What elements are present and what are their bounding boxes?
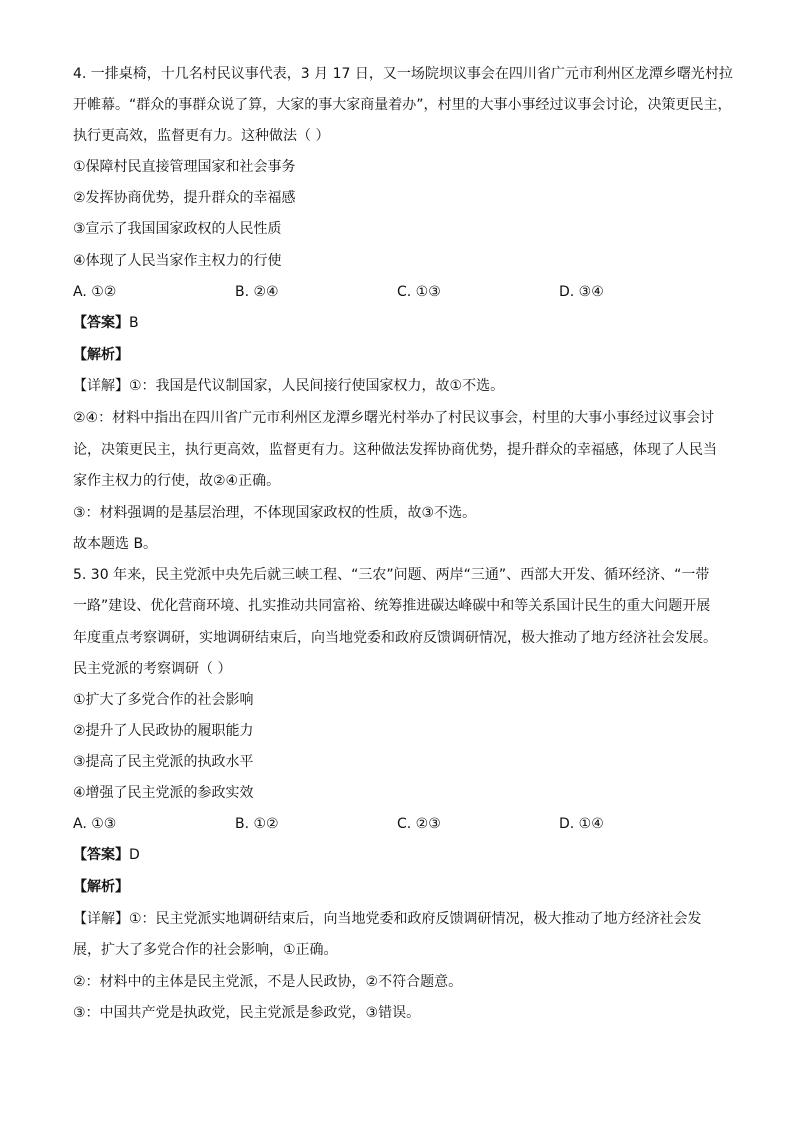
- q4-analysis-label-text: 【解析】: [73, 347, 129, 363]
- q5-detail-line-1: [73, 911, 702, 928]
- q5-detail-line-3: ②：材料中的主体是民主党派，不是人民政协，②不符合题意。: [73, 974, 463, 990]
- q4-detail-line-1: [73, 378, 504, 395]
- q4-statement-2: ②发挥协商优势，提升群众的幸福感: [73, 190, 296, 206]
- q4-option-c: C. ①③: [397, 284, 441, 300]
- q4-detail-line-5: ③：材料强调的是基层治理，不体现国家政权的性质，故③不选。: [73, 505, 477, 521]
- q5-option-c: C. ②③: [397, 816, 441, 832]
- q5-stem-line-2: 一路”建设、优化营商环境、扎实推动共同富裕、统筹推进碳达峰碳中和等关系国计民生的重大问题开展: [73, 598, 711, 614]
- q5-detail-text-1: ①：民主党派实地调研结束后，向当地党委和政府反馈调研情况，极大推动了地方经济社会发: [129, 911, 702, 927]
- q4-detail-line-2: ②④：材料中指出在四川省广元市利州区龙潭乡曙光村举办了村民议事会，村里的大事小事经过议事会讨: [73, 410, 715, 426]
- q4-option-b: B. ②④: [235, 284, 279, 300]
- q5-options: [73, 816, 673, 836]
- q5-analysis-label-text: 【解析】: [73, 879, 129, 895]
- q5-statement-4: ④增强了民主党派的参政实效: [73, 785, 254, 801]
- q4-answer-line: [73, 315, 139, 332]
- q4-stem-line-3: 执行更高效，监督更有力。这种做法（ ）: [73, 128, 330, 144]
- q4-option-a: A. ①②: [73, 284, 117, 300]
- q5-stem-line-1: 5. 30 年来，民主党派中央先后就三峡工程、“三农”问题、两岸“三通”、西部大开发、循环经济、“一带: [73, 567, 710, 583]
- q5-answer-line: [73, 847, 140, 864]
- q5-option-d: D. ①④: [559, 816, 604, 832]
- q5-analysis-label: [73, 879, 129, 896]
- q5-option-a: A. ①③: [73, 816, 117, 832]
- q4-detail-line-4: 家作主权力的行使，故②④正确。: [73, 473, 281, 489]
- q5-answer-value: D: [129, 847, 140, 863]
- q5-option-b: B. ①②: [235, 816, 279, 832]
- q4-analysis-label: [73, 347, 129, 364]
- q5-statement-1: ①扩大了多党合作的社会影响: [73, 692, 254, 708]
- q5-stem-line-3: 年度重点考察调研，实地调研结束后，向当地党委和政府反馈调研情况，极大推动了地方经济社会发展。: [73, 630, 717, 646]
- q5-stem-line-4: 民主党派的考察调研（ ）: [73, 661, 232, 677]
- q4-detail-line-3: 论，决策更民主，执行更高效，监督更有力。这种做法发挥协商优势，提升群众的幸福感，体现了人民当: [73, 442, 717, 458]
- q4-options: [73, 284, 673, 304]
- q5-statement-2: ②提升了人民政协的履职能力: [73, 723, 254, 739]
- q4-statement-3: ③宣示了我国国家政权的人民性质: [73, 221, 282, 237]
- q4-stem-line-1: 4. 一排桌椅，十几名村民议事代表，3 月 17 日，又一场院坝议事会在四川省广元市利州区龙潭乡曙光村拉: [73, 66, 733, 82]
- q5-detail-label: 【详解】: [73, 911, 129, 927]
- q4-detail-text-1: ①：我国是代议制国家，人民间接行使国家权力，故①不选。: [129, 378, 505, 394]
- q4-detail-line-6: 故本题选 B。: [73, 536, 158, 552]
- q5-answer-label: 【答案】: [73, 847, 129, 863]
- q5-statement-3: ③提高了民主党派的执政水平: [73, 754, 254, 770]
- q4-answer-label: 【答案】: [73, 315, 129, 331]
- q4-stem-line-2: 开帷幕。“群众的事群众说了算，大家的事大家商量着办”，村里的大事小事经过议事会讨论，决策更民主，: [73, 97, 732, 113]
- q4-statement-1: ①保障村民直接管理国家和社会事务: [73, 159, 296, 175]
- q4-statement-4: ④体现了人民当家作主权力的行使: [73, 253, 282, 269]
- q4-answer-value: B: [129, 315, 139, 331]
- q4-detail-label: 【详解】: [73, 378, 129, 394]
- q5-detail-line-2: 展，扩大了多党合作的社会影响，①正确。: [73, 942, 338, 958]
- q4-option-d: D. ③④: [559, 284, 604, 300]
- q5-detail-line-4: ③：中国共产党是执政党，民主党派是参政党，③错误。: [73, 1005, 421, 1021]
